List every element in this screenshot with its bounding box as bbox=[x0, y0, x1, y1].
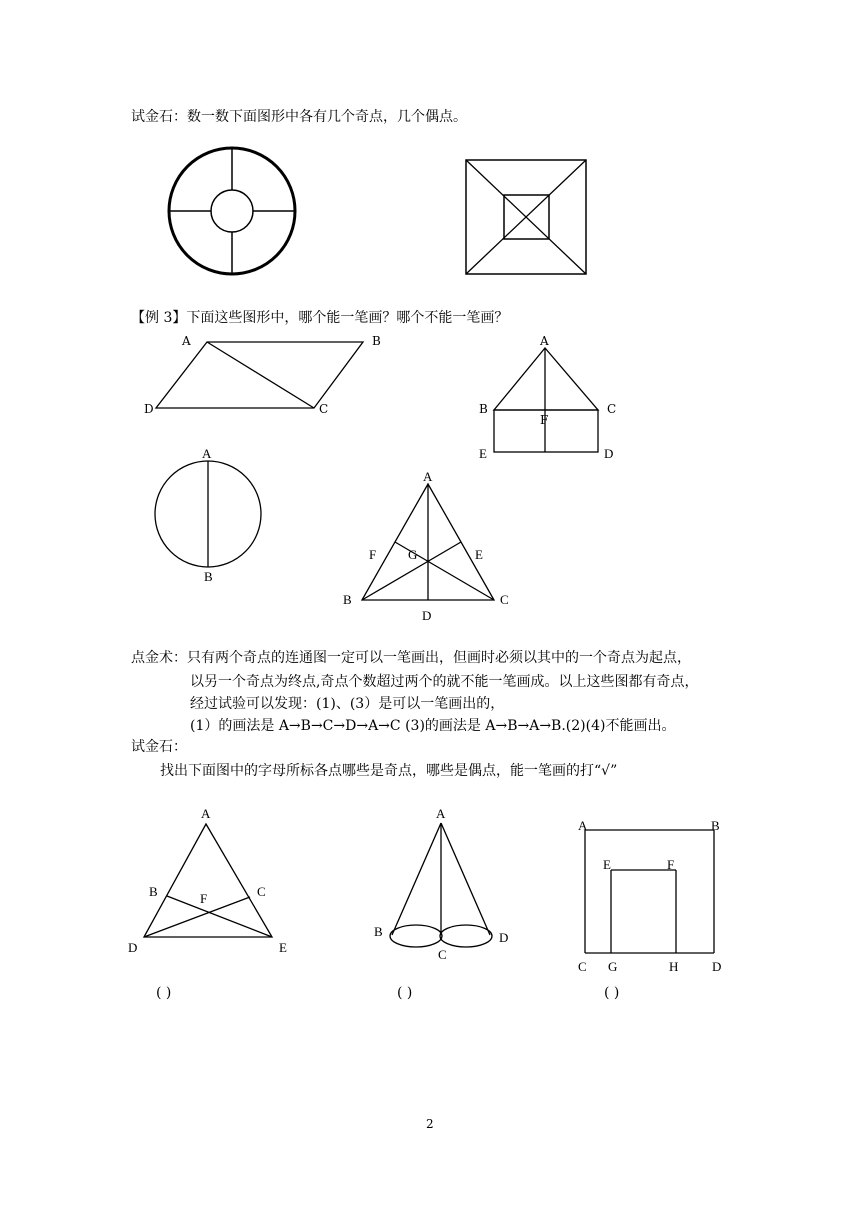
ex2-label-c: C bbox=[438, 947, 447, 962]
triangle-label-g: G bbox=[408, 547, 418, 562]
ex1-label-c: C bbox=[257, 884, 266, 899]
exercise-cone-figure bbox=[385, 815, 500, 955]
page-number: 2 bbox=[426, 1117, 434, 1131]
tip-line-4: (1）的画法是 A→B→C→D→A→C (3)的画法是 A→B→A→B.(2)(4)不能画出。 bbox=[190, 718, 676, 734]
ex2-label-d: D bbox=[499, 930, 509, 945]
tip-line-3: 经过试验可以发现：(1)、(3）是可以一笔画出的， bbox=[190, 696, 505, 712]
triangle-label-f: F bbox=[369, 547, 377, 562]
ex3-label-a: A bbox=[578, 818, 588, 833]
ex1-label-d: D bbox=[128, 940, 138, 955]
practice-2-instruction: 找出下面图中的字母所标各点哪些是奇点，哪些是偶点，能一笔画的打“√” bbox=[160, 763, 618, 779]
ex3-label-g: G bbox=[608, 959, 618, 974]
wheel-figure bbox=[160, 142, 310, 282]
tip-line-1: 点金术：只有两个奇点的连通图一定可以一笔画出，但画时必须以其中的一个奇点为起点， bbox=[131, 650, 691, 666]
house-label-a: A bbox=[540, 334, 549, 348]
triangle-label-e: E bbox=[475, 547, 483, 562]
tip-line-2: 以另一个奇点为终点,奇点个数超过两个的就不能一笔画成。以上这些图都有奇点， bbox=[190, 674, 699, 690]
triangle-medians-figure bbox=[355, 478, 505, 608]
ex2-answer-blank[interactable]: ( ) bbox=[397, 985, 413, 1001]
triangle-label-c: C bbox=[500, 592, 509, 607]
parallelogram-label-a: A bbox=[182, 334, 191, 348]
ex1-answer-blank[interactable]: ( ) bbox=[156, 985, 172, 1001]
ex2-label-b: B bbox=[374, 924, 383, 939]
ex3-label-d: D bbox=[712, 959, 722, 974]
nested-squares-figure bbox=[460, 155, 595, 280]
triangle-label-d: D bbox=[422, 608, 432, 623]
ex1-label-b: B bbox=[149, 884, 158, 899]
house-label-b: B bbox=[479, 402, 488, 416]
parallelogram-label-c: C bbox=[319, 402, 329, 416]
circle-label-b: B bbox=[204, 569, 213, 584]
ex3-label-h: H bbox=[669, 959, 679, 974]
exercise-triangle-figure bbox=[138, 818, 278, 943]
triangle-label-a: A bbox=[423, 469, 433, 484]
house-label-c: C bbox=[607, 402, 617, 416]
ex1-label-f: F bbox=[200, 891, 208, 906]
parallelogram-label-d: D bbox=[144, 402, 154, 416]
house-figure bbox=[490, 340, 610, 458]
parallelogram-label-b: B bbox=[372, 334, 381, 348]
ex1-label-a: A bbox=[201, 806, 211, 821]
example-3-question: 【例 3】下面这些图形中，哪个能一笔画？哪个不能一笔画？ bbox=[131, 310, 509, 326]
house-label-d: D bbox=[604, 446, 614, 461]
ex3-label-f: F bbox=[667, 857, 675, 872]
ex3-label-b: B bbox=[711, 818, 720, 833]
ex3-label-c: C bbox=[578, 959, 587, 974]
exercise-rectangles-figure bbox=[580, 825, 720, 957]
circle-diameter-figure bbox=[150, 455, 270, 575]
practice-instruction-1: 试金石：数一数下面图形中各有几个奇点，几个偶点。 bbox=[131, 109, 467, 125]
practice-2-title: 试金石： bbox=[131, 739, 187, 755]
house-label-f: F bbox=[540, 413, 549, 427]
ex3-label-e: E bbox=[603, 857, 611, 872]
ex1-label-e: E bbox=[279, 940, 287, 955]
ex2-label-a: A bbox=[436, 806, 446, 821]
triangle-label-b: B bbox=[343, 592, 352, 607]
circle-label-a: A bbox=[202, 446, 212, 461]
house-label-e: E bbox=[479, 446, 487, 461]
ex3-answer-blank[interactable]: ( ) bbox=[604, 985, 620, 1001]
